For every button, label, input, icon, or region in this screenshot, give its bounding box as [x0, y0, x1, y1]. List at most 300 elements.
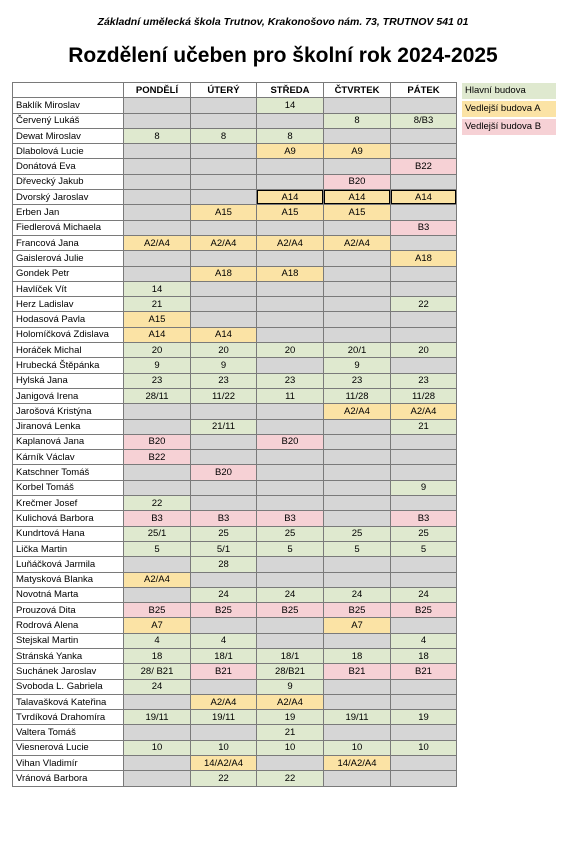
room-cell: A14: [324, 190, 391, 205]
room-cell: [391, 572, 457, 587]
room-cell: 10: [191, 740, 257, 755]
room-cell: [191, 220, 257, 235]
room-cell: [124, 480, 191, 495]
room-cell: 20: [191, 343, 257, 358]
legend-building-b: Vedlejší budova B: [461, 118, 557, 136]
room-cell: 28/11: [124, 388, 191, 403]
teacher-name: Tvrdíková Drahomíra: [13, 710, 124, 725]
room-cell: [324, 251, 391, 266]
table-row: [13, 128, 457, 143]
room-cell: [324, 679, 391, 694]
legend-main-building: Hlavní budova: [461, 82, 557, 100]
room-cell: [257, 251, 324, 266]
room-cell: 22: [391, 297, 457, 312]
teacher-name: Lička Martin: [13, 541, 124, 556]
room-cell: [324, 128, 391, 143]
room-cell: 4: [391, 633, 457, 648]
room-cell: [391, 98, 457, 113]
teacher-name: Horáček Michal: [13, 343, 124, 358]
room-cell: 23: [391, 373, 457, 388]
table-row: [13, 235, 457, 250]
teacher-name: Hodasová Pavla: [13, 312, 124, 327]
room-cell: 8: [191, 128, 257, 143]
room-cell: A18: [391, 251, 457, 266]
room-cell: [191, 312, 257, 327]
table-row: [13, 434, 457, 449]
room-cell: A18: [191, 266, 257, 281]
room-cell: A2/A4: [324, 235, 391, 250]
room-cell: A15: [191, 205, 257, 220]
room-cell: [191, 113, 257, 128]
teacher-name: Hylská Jana: [13, 373, 124, 388]
room-cell: 20/1: [324, 343, 391, 358]
teacher-name: Dvorský Jaroslav: [13, 190, 124, 205]
teacher-name: Gaislerová Julie: [13, 251, 124, 266]
teacher-name: Katschner Tomáš: [13, 465, 124, 480]
room-cell: 25: [257, 526, 324, 541]
table-row: [13, 297, 457, 312]
table-row: [13, 618, 457, 633]
room-cell: 9: [124, 358, 191, 373]
table-row: [13, 205, 457, 220]
room-cell: A15: [257, 205, 324, 220]
table-row: [13, 144, 457, 159]
room-cell: [324, 557, 391, 572]
room-cell: B3: [257, 511, 324, 526]
room-cell: [391, 465, 457, 480]
table-row: [13, 327, 457, 342]
table-row: [13, 725, 457, 740]
room-cell: [324, 480, 391, 495]
room-cell: B22: [391, 159, 457, 174]
table-row: [13, 388, 457, 403]
table-row: [13, 266, 457, 281]
room-cell: [391, 725, 457, 740]
room-cell: A2/A4: [257, 694, 324, 709]
room-cell: [391, 434, 457, 449]
room-cell: [191, 725, 257, 740]
room-cell: [257, 419, 324, 434]
room-cell: 19/11: [191, 710, 257, 725]
teacher-name: Červený Lukáš: [13, 113, 124, 128]
room-cell: A2/A4: [324, 404, 391, 419]
room-cell: [191, 144, 257, 159]
teacher-name: Stránská Yanka: [13, 648, 124, 663]
room-cell: [191, 572, 257, 587]
room-cell: 18: [324, 648, 391, 663]
room-cell: [324, 771, 391, 786]
teacher-name: Erben Jan: [13, 205, 124, 220]
room-cell: [391, 557, 457, 572]
header-day: PÁTEK: [391, 83, 457, 98]
table-row: [13, 572, 457, 587]
room-cell: B21: [324, 664, 391, 679]
room-cell: A15: [324, 205, 391, 220]
room-cell: [257, 756, 324, 771]
room-cell: [257, 404, 324, 419]
room-cell: [391, 174, 457, 189]
room-cell: [257, 159, 324, 174]
room-cell: [257, 572, 324, 587]
room-cell: [391, 358, 457, 373]
room-cell: [324, 434, 391, 449]
table-row: [13, 587, 457, 602]
teacher-name: Luňáčková Jarmila: [13, 557, 124, 572]
table-row: [13, 603, 457, 618]
room-cell: [324, 465, 391, 480]
room-cell: 23: [191, 373, 257, 388]
room-cell: 11: [257, 388, 324, 403]
table-row: [13, 679, 457, 694]
room-cell: 14: [124, 281, 191, 296]
room-cell: 24: [324, 587, 391, 602]
room-cell: [257, 297, 324, 312]
room-cell: [124, 220, 191, 235]
table-row: [13, 633, 457, 648]
room-cell: A2/A4: [124, 572, 191, 587]
teacher-name: Prouzová Dita: [13, 603, 124, 618]
room-cell: B3: [191, 511, 257, 526]
room-cell: [191, 434, 257, 449]
teacher-name: Kulichová Barbora: [13, 511, 124, 526]
teacher-name: Matysková Blanka: [13, 572, 124, 587]
room-cell: [257, 450, 324, 465]
room-cell: [257, 557, 324, 572]
room-cell: [191, 98, 257, 113]
room-cell: 19/11: [124, 710, 191, 725]
teacher-name: Francová Jana: [13, 235, 124, 250]
room-cell: [324, 281, 391, 296]
room-cell: A14: [257, 190, 324, 205]
teacher-name: Holomíčková Zdislava: [13, 327, 124, 342]
room-cell: A7: [324, 618, 391, 633]
room-cell: A2/A4: [191, 235, 257, 250]
room-cell: [324, 98, 391, 113]
table-row: [13, 480, 457, 495]
room-cell: 4: [124, 633, 191, 648]
teacher-name: Janigová Irena: [13, 388, 124, 403]
room-cell: [391, 128, 457, 143]
room-cell: 24: [191, 587, 257, 602]
room-cell: A14: [191, 327, 257, 342]
room-cell: B20: [257, 434, 324, 449]
table-row: [13, 174, 457, 189]
room-cell: [391, 756, 457, 771]
room-cell: B3: [391, 511, 457, 526]
room-cell: 8: [124, 128, 191, 143]
room-cell: B21: [191, 664, 257, 679]
room-cell: 11/22: [191, 388, 257, 403]
room-cell: 20: [124, 343, 191, 358]
room-cell: [191, 618, 257, 633]
room-cell: [191, 159, 257, 174]
table-row: [13, 312, 457, 327]
teacher-name: Korbel Tomáš: [13, 480, 124, 495]
room-cell: [191, 297, 257, 312]
teacher-name: Jiranová Lenka: [13, 419, 124, 434]
table-row: [13, 281, 457, 296]
room-cell: [124, 266, 191, 281]
room-cell: 28/B21: [257, 664, 324, 679]
teacher-name: Baklík Miroslav: [13, 98, 124, 113]
room-cell: [191, 281, 257, 296]
room-cell: 9: [257, 679, 324, 694]
room-cell: [124, 557, 191, 572]
room-cell: [391, 679, 457, 694]
teacher-name: Donátová Eva: [13, 159, 124, 174]
room-cell: B25: [124, 603, 191, 618]
room-cell: 5/1: [191, 541, 257, 556]
room-cell: [324, 694, 391, 709]
room-cell: [391, 618, 457, 633]
table-row: [13, 694, 457, 709]
room-cell: 25/1: [124, 526, 191, 541]
room-cell: 22: [124, 496, 191, 511]
teacher-name: Stejskal Martin: [13, 633, 124, 648]
table-row: [13, 220, 457, 235]
header-day: STŘEDA: [257, 83, 324, 98]
teacher-name: Kundrtová Hana: [13, 526, 124, 541]
room-cell: 5: [324, 541, 391, 556]
table-row: [13, 251, 457, 266]
room-cell: 21: [257, 725, 324, 740]
room-cell: [257, 113, 324, 128]
table-row: [13, 740, 457, 755]
room-cell: [324, 266, 391, 281]
teacher-name: Fiedlerová Michaela: [13, 220, 124, 235]
room-cell: 8/B3: [391, 113, 457, 128]
room-cell: 23: [257, 373, 324, 388]
room-cell: [124, 98, 191, 113]
teacher-name: Rodrová Alena: [13, 618, 124, 633]
room-cell: [391, 694, 457, 709]
room-cell: 8: [324, 113, 391, 128]
room-cell: [391, 266, 457, 281]
teacher-name: Novotná Marta: [13, 587, 124, 602]
room-cell: A7: [124, 618, 191, 633]
room-cell: 11/28: [324, 388, 391, 403]
table-row: [13, 113, 457, 128]
teacher-name: Herz Ladislav: [13, 297, 124, 312]
room-cell: B20: [191, 465, 257, 480]
room-cell: 11/28: [391, 388, 457, 403]
room-cell: 9: [191, 358, 257, 373]
schedule-table: [12, 82, 457, 787]
room-cell: [191, 450, 257, 465]
room-cell: 4: [191, 633, 257, 648]
room-cell: [257, 281, 324, 296]
room-cell: [257, 465, 324, 480]
table-row: [13, 419, 457, 434]
header-day: PONDĚLÍ: [124, 83, 191, 98]
room-cell: 5: [257, 541, 324, 556]
room-cell: [324, 159, 391, 174]
room-cell: 5: [124, 541, 191, 556]
teacher-name: Vihan Vladimír: [13, 756, 124, 771]
room-cell: [191, 251, 257, 266]
room-cell: B25: [324, 603, 391, 618]
room-cell: A18: [257, 266, 324, 281]
room-cell: [124, 771, 191, 786]
room-cell: [324, 297, 391, 312]
room-cell: [257, 480, 324, 495]
room-cell: 10: [257, 740, 324, 755]
room-cell: [324, 419, 391, 434]
room-cell: [391, 327, 457, 342]
room-cell: [257, 327, 324, 342]
header-day: ČTVRTEK: [324, 83, 391, 98]
table-row: [13, 771, 457, 786]
room-cell: [324, 220, 391, 235]
teacher-name: Kaplanová Jana: [13, 434, 124, 449]
legend-building-a: Vedlejší budova A: [461, 100, 557, 118]
table-row: [13, 465, 457, 480]
room-cell: 14: [257, 98, 324, 113]
table-row: [13, 373, 457, 388]
room-cell: [124, 144, 191, 159]
room-cell: [391, 496, 457, 511]
room-cell: 18/1: [257, 648, 324, 663]
room-cell: 25: [324, 526, 391, 541]
room-cell: [124, 404, 191, 419]
teacher-name: Viesnerová Lucie: [13, 740, 124, 755]
room-cell: 25: [191, 526, 257, 541]
legend: [461, 82, 557, 136]
room-cell: 24: [257, 587, 324, 602]
room-cell: 19/11: [324, 710, 391, 725]
room-cell: [191, 679, 257, 694]
room-cell: B3: [124, 511, 191, 526]
teacher-name: Hrubecká Štěpánka: [13, 358, 124, 373]
page-title: Rozdělení učeben pro školní rok 2024-2025: [68, 44, 498, 67]
room-cell: [257, 312, 324, 327]
table-row: [13, 358, 457, 373]
room-cell: [391, 144, 457, 159]
room-cell: A2/A4: [124, 235, 191, 250]
room-cell: 23: [124, 373, 191, 388]
room-cell: 18: [391, 648, 457, 663]
room-cell: [124, 205, 191, 220]
room-cell: [257, 618, 324, 633]
teacher-name: Talavašková Kateřina: [13, 694, 124, 709]
room-cell: [391, 771, 457, 786]
room-cell: 10: [124, 740, 191, 755]
room-cell: 20: [257, 343, 324, 358]
room-cell: [124, 159, 191, 174]
room-cell: A2/A4: [391, 404, 457, 419]
room-cell: [191, 480, 257, 495]
room-cell: 21: [391, 419, 457, 434]
teacher-name: Kárník Václav: [13, 450, 124, 465]
room-cell: [324, 572, 391, 587]
room-cell: B25: [391, 603, 457, 618]
room-cell: [257, 358, 324, 373]
room-cell: [391, 281, 457, 296]
room-cell: B22: [124, 450, 191, 465]
table-row: [13, 557, 457, 572]
teacher-name: Svoboda L. Gabriela: [13, 679, 124, 694]
room-cell: 21: [124, 297, 191, 312]
table-row: [13, 159, 457, 174]
room-cell: [324, 312, 391, 327]
table-row: [13, 190, 457, 205]
room-cell: 19: [391, 710, 457, 725]
room-cell: A14: [391, 190, 457, 205]
teacher-name: Dlabolová Lucie: [13, 144, 124, 159]
room-cell: 23: [324, 373, 391, 388]
room-cell: 28: [191, 557, 257, 572]
teacher-name: Vránová Barbora: [13, 771, 124, 786]
room-cell: 20: [391, 343, 457, 358]
table-row: [13, 541, 457, 556]
room-cell: [124, 251, 191, 266]
room-cell: [257, 633, 324, 648]
table-row: [13, 756, 457, 771]
table-row: [13, 343, 457, 358]
room-cell: [257, 220, 324, 235]
header-day: ÚTERÝ: [191, 83, 257, 98]
room-cell: [124, 725, 191, 740]
room-cell: 9: [324, 358, 391, 373]
room-cell: [257, 174, 324, 189]
room-cell: 21/11: [191, 419, 257, 434]
school-header: Základní umělecká škola Trutnov, Krakonošovo nám. 73, TRUTNOV 541 01: [97, 16, 469, 28]
room-cell: B20: [124, 434, 191, 449]
teacher-name: Dřevecký Jakub: [13, 174, 124, 189]
room-cell: [324, 633, 391, 648]
room-cell: 19: [257, 710, 324, 725]
room-cell: 22: [191, 771, 257, 786]
room-cell: [257, 496, 324, 511]
room-cell: [391, 205, 457, 220]
teacher-name: Suchánek Jaroslav: [13, 664, 124, 679]
teacher-name: Valtera Tomáš: [13, 725, 124, 740]
room-cell: [324, 511, 391, 526]
room-cell: B25: [257, 603, 324, 618]
table-row: [13, 664, 457, 679]
room-cell: 24: [391, 587, 457, 602]
room-cell: [124, 190, 191, 205]
table-header-row: [13, 83, 457, 98]
teacher-name: Dewat Miroslav: [13, 128, 124, 143]
room-cell: [124, 113, 191, 128]
table-row: [13, 648, 457, 663]
room-cell: 28/ B21: [124, 664, 191, 679]
table-row: [13, 710, 457, 725]
room-cell: 18: [124, 648, 191, 663]
room-cell: [191, 496, 257, 511]
table-row: [13, 526, 457, 541]
table-row: [13, 450, 457, 465]
room-cell: A15: [124, 312, 191, 327]
room-cell: B25: [191, 603, 257, 618]
room-cell: 25: [391, 526, 457, 541]
teacher-name: Krečmer Josef: [13, 496, 124, 511]
room-cell: [124, 756, 191, 771]
room-cell: [191, 174, 257, 189]
room-cell: [391, 312, 457, 327]
room-cell: A9: [257, 144, 324, 159]
teacher-name: Jarošová Kristýna: [13, 404, 124, 419]
room-cell: B20: [324, 174, 391, 189]
table-row: [13, 511, 457, 526]
room-cell: A2/A4: [257, 235, 324, 250]
room-cell: [324, 496, 391, 511]
room-cell: [324, 450, 391, 465]
room-cell: [124, 174, 191, 189]
room-cell: A9: [324, 144, 391, 159]
teacher-name: Gondek Petr: [13, 266, 124, 281]
